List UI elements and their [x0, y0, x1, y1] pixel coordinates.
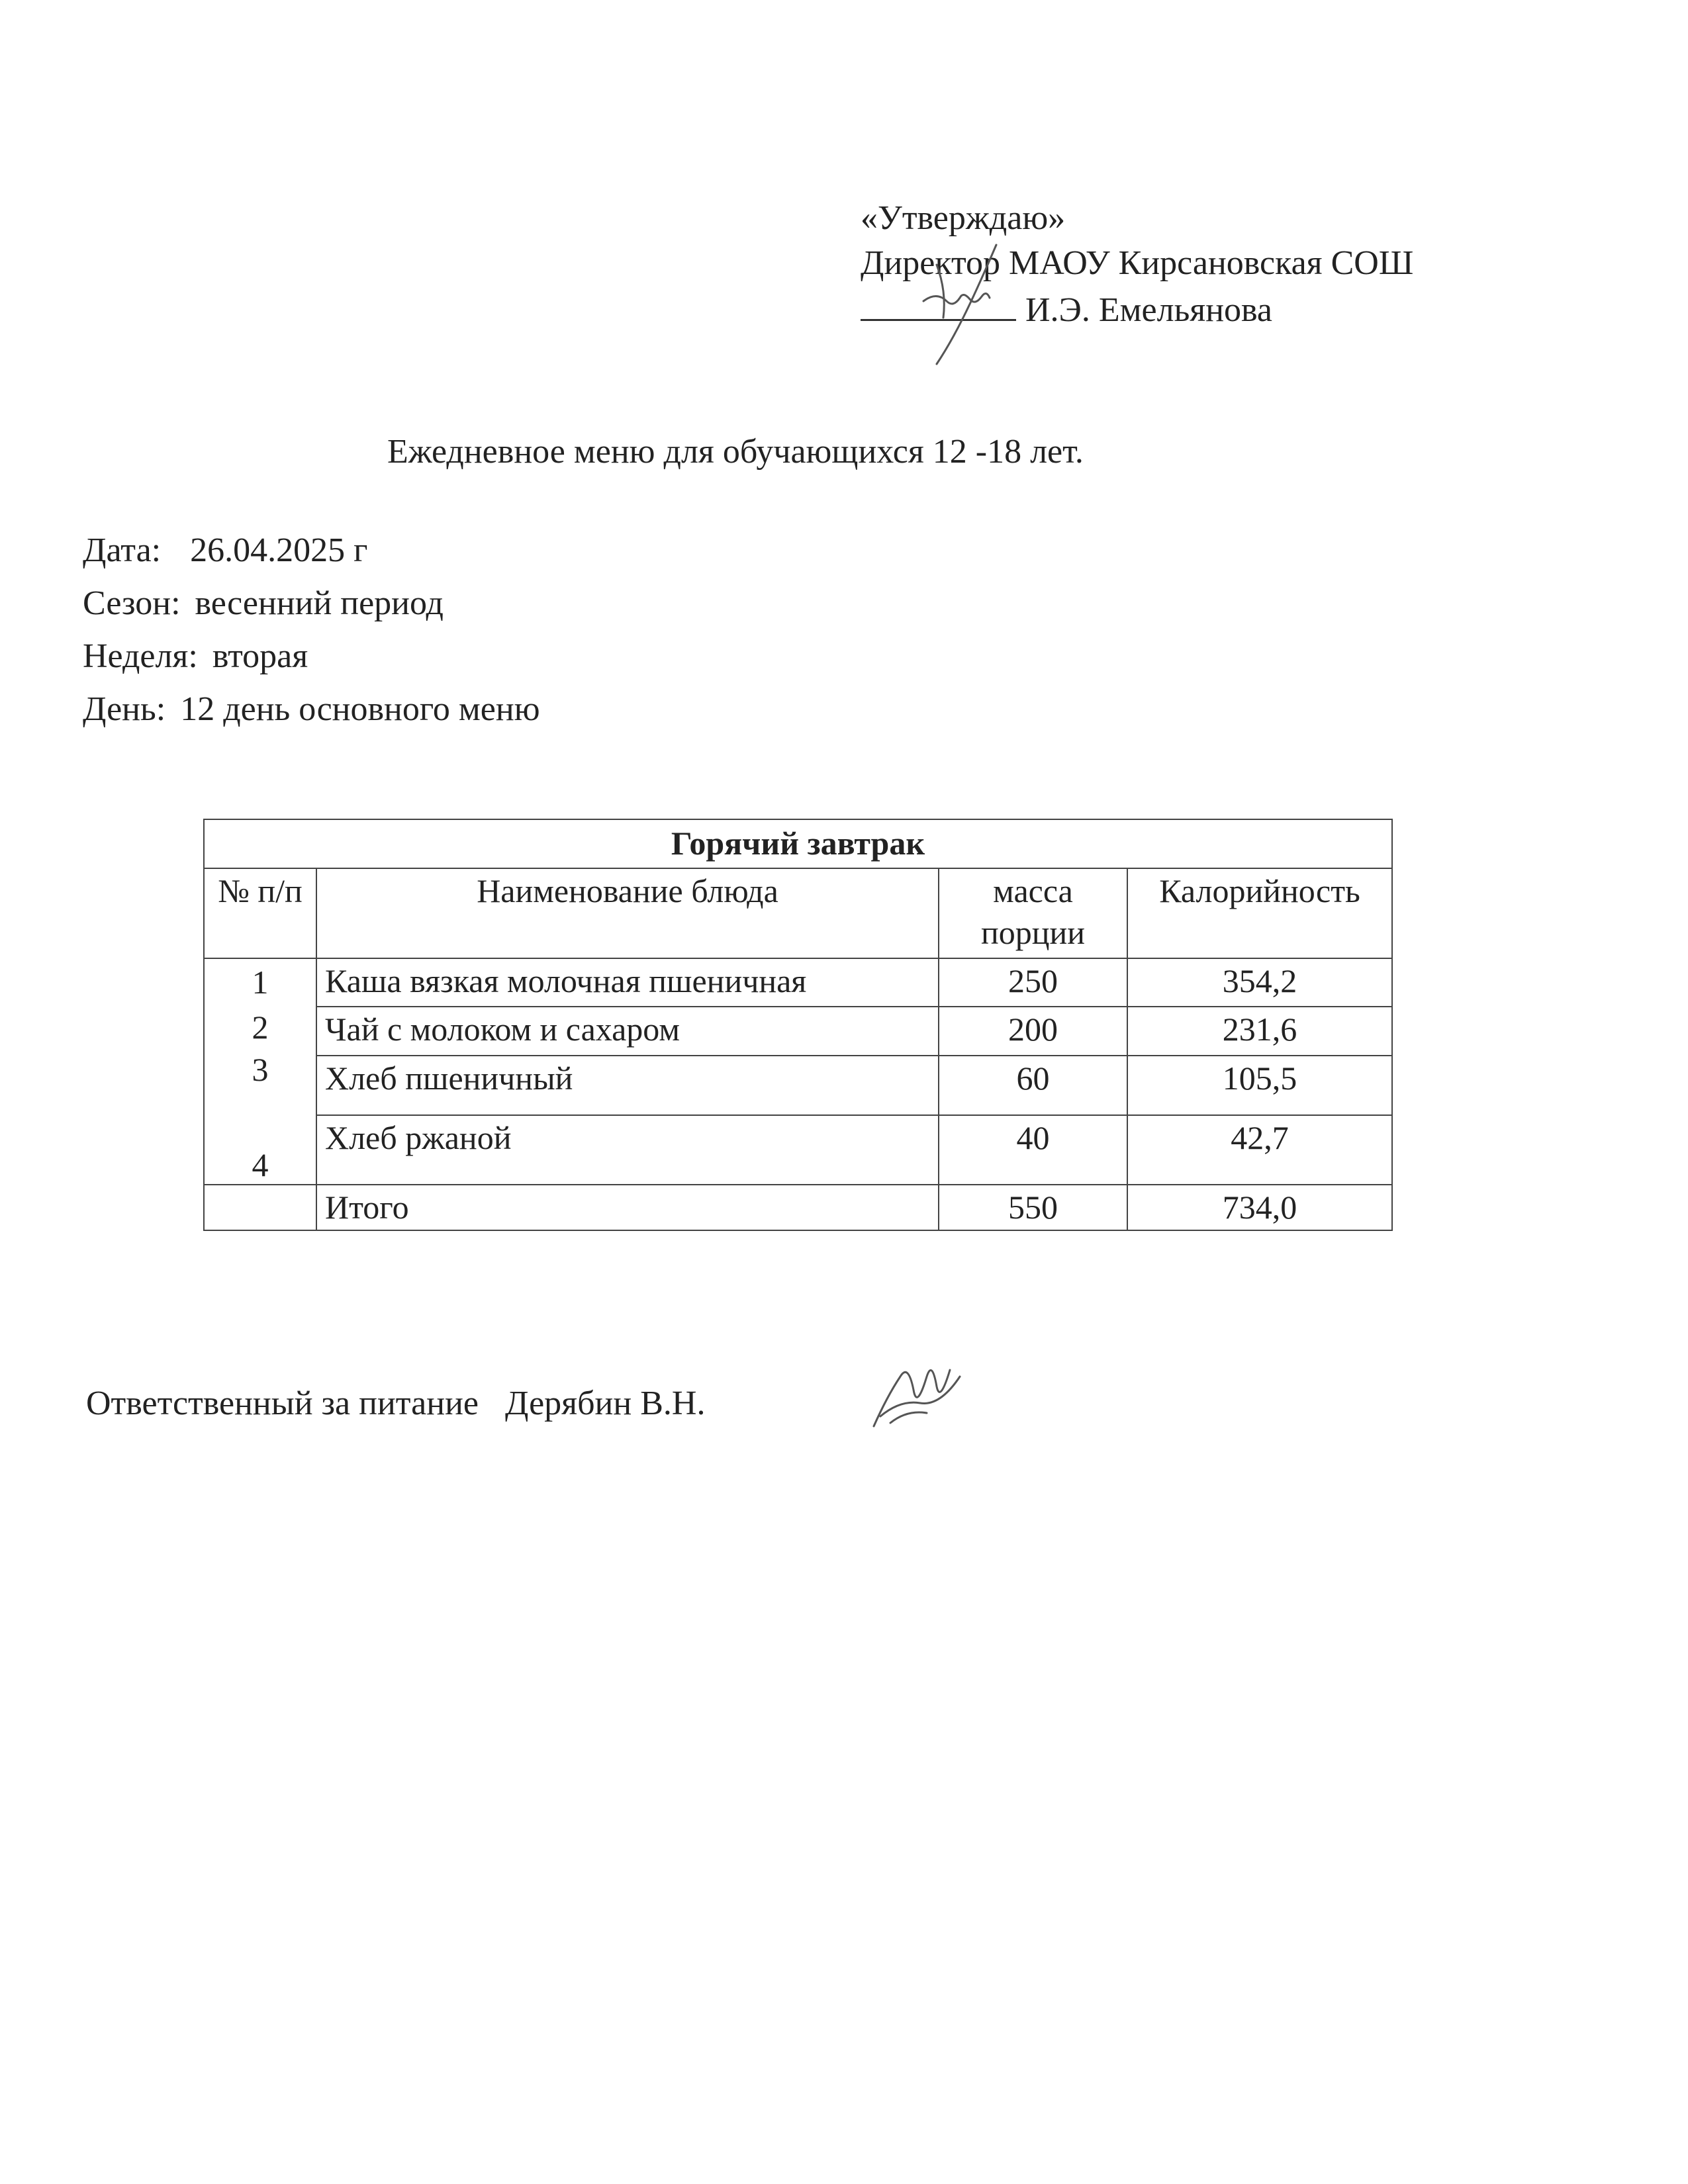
day-value: 12 день основного меню [180, 690, 540, 728]
season-row [83, 584, 540, 637]
approval-position: Директор МАОУ Кирсановская СОШ [861, 244, 1414, 282]
header-calories: Калорийность [1127, 868, 1392, 958]
row-number: 4 [252, 1146, 269, 1183]
date-row [83, 531, 540, 584]
season-label: Сезон: [83, 584, 181, 622]
date-value: 26.04.2025 г [190, 531, 368, 569]
approval-name: И.Э. Емельянова [1025, 291, 1272, 329]
date-label: Дата: [83, 531, 162, 569]
dish-calories: 42,7 [1127, 1115, 1392, 1185]
menu-table [203, 819, 1393, 1231]
responsible-name: Дерябин В.Н. [504, 1385, 706, 1422]
row-number: 2 [252, 1009, 269, 1046]
dish-mass: 40 [939, 1115, 1127, 1185]
week-row [83, 637, 540, 690]
total-mass: 550 [939, 1185, 1127, 1230]
responsible-signature-icon [861, 1350, 966, 1436]
header-num: № п/п [204, 868, 316, 958]
section-title: Горячий завтрак [204, 819, 1392, 868]
day-row [83, 690, 540, 743]
table-row [204, 1056, 1392, 1115]
dish-calories: 105,5 [1127, 1056, 1392, 1115]
row-number: 3 [252, 1051, 269, 1088]
dish-calories: 354,2 [1127, 958, 1392, 1007]
total-label: Итого [316, 1185, 939, 1230]
total-calories: 734,0 [1127, 1185, 1392, 1230]
dish-name: Хлеб пшеничный [316, 1056, 939, 1115]
week-value: вторая [212, 637, 308, 675]
dish-name: Каша вязкая молочная пшеничная [316, 958, 939, 1007]
row-numbers-cell [204, 958, 316, 1185]
dish-mass: 60 [939, 1056, 1127, 1115]
dish-mass: 250 [939, 958, 1127, 1007]
day-label: День: [83, 690, 166, 728]
dish-name: Чай с молоком и сахаром [316, 1007, 939, 1055]
table-header-row [204, 868, 1392, 958]
menu-meta [83, 531, 540, 743]
season-value: весенний период [195, 584, 444, 622]
director-signature-icon [897, 238, 1029, 371]
approval-heading: «Утверждаю» [861, 199, 1066, 237]
dish-calories: 231,6 [1127, 1007, 1392, 1055]
total-row [204, 1185, 1392, 1230]
table-row [204, 958, 1392, 1007]
header-mass: масса порции [939, 868, 1127, 958]
page-title: Ежедневное меню для обучающихся 12 -18 лет. [387, 433, 1084, 471]
week-label: Неделя: [83, 637, 198, 675]
dish-mass: 200 [939, 1007, 1127, 1055]
responsible-line [86, 1383, 705, 1424]
responsible-label: Ответственный за питание [86, 1385, 479, 1422]
dish-name: Хлеб ржаной [316, 1115, 939, 1185]
total-num-cell [204, 1185, 316, 1230]
table-row [204, 1007, 1392, 1055]
table-row [204, 1115, 1392, 1185]
row-number: 1 [252, 964, 269, 1001]
header-name: Наименование блюда [316, 868, 939, 958]
